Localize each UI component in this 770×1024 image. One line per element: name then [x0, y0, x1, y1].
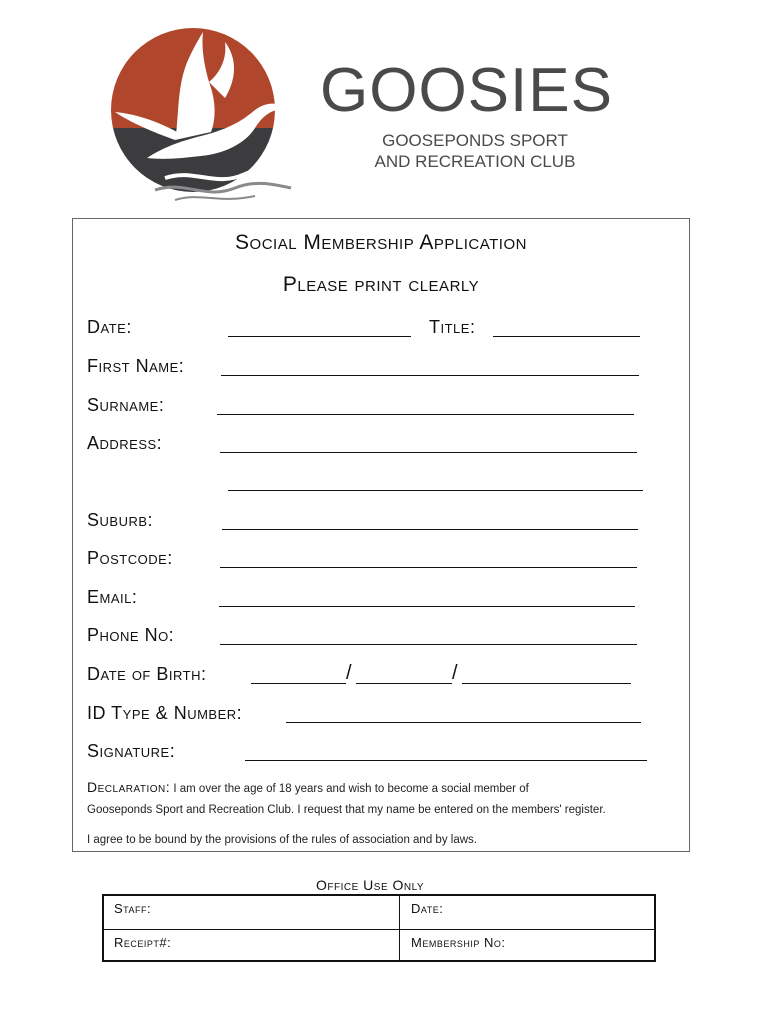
date-line[interactable] — [228, 336, 411, 337]
office-table-divider-horizontal — [104, 929, 654, 930]
address-line-1[interactable] — [220, 452, 637, 453]
declaration-label: Declaration: — [87, 779, 171, 795]
dob-year-line[interactable] — [462, 683, 631, 684]
brand-subtitle — [370, 130, 580, 172]
form-title: Social Membership Application — [235, 231, 527, 254]
dob-label: Date of Birth: — [87, 664, 207, 684]
dob-day-line[interactable] — [251, 683, 346, 684]
office-membership-no-label: Membership No: — [411, 935, 506, 950]
declaration-text-3: I agree to be bound by the provisions of the rules of association and by laws. — [87, 834, 477, 846]
date-label: Date: — [87, 317, 132, 337]
suburb-line[interactable] — [222, 529, 638, 530]
dob-separator-2: / — [452, 662, 458, 684]
office-use-table — [102, 894, 656, 962]
declaration-line-1 — [87, 779, 529, 795]
postcode-label: Postcode: — [87, 548, 173, 568]
address-label: Address: — [87, 433, 163, 453]
signature-line[interactable] — [245, 760, 647, 761]
declaration-text-2: Gooseponds Sport and Recreation Club. I request that my name be entered on the members' register. — [87, 804, 606, 816]
office-receipt-label: Receipt#: — [114, 935, 172, 950]
postcode-line[interactable] — [220, 567, 637, 568]
phone-label: Phone No: — [87, 625, 175, 645]
brand-name: GOOSIES — [320, 56, 613, 125]
title-line[interactable] — [493, 336, 640, 337]
surname-line[interactable] — [217, 414, 634, 415]
office-staff-label: Staff: — [114, 901, 152, 916]
surname-label: Surname: — [87, 395, 165, 415]
signature-label: Signature: — [87, 741, 176, 761]
email-line[interactable] — [219, 606, 635, 607]
phone-line[interactable] — [220, 644, 637, 645]
brand-subtitle-line1: GOOSEPONDS SPORT — [382, 131, 568, 150]
office-date-label: Date: — [411, 901, 444, 916]
goosies-logo — [105, 28, 295, 203]
title-label: Title: — [429, 317, 476, 337]
dob-month-line[interactable] — [356, 683, 452, 684]
suburb-label: Suburb: — [87, 510, 154, 530]
brand-subtitle-line2: AND RECREATION CLUB — [374, 152, 576, 171]
id-type-label: ID Type & Number: — [87, 703, 243, 723]
email-label: Email: — [87, 587, 138, 607]
office-use-title: Office Use Only — [316, 877, 425, 893]
declaration-text-1: I am over the age of 18 years and wish to become a social member of — [173, 783, 529, 795]
address-line-2[interactable] — [228, 490, 643, 491]
form-subtitle: Please print clearly — [282, 273, 480, 296]
office-table-divider-vertical — [399, 896, 400, 960]
id-type-line[interactable] — [286, 722, 641, 723]
dob-separator-1: / — [346, 662, 352, 684]
first-name-label: First Name: — [87, 356, 185, 376]
membership-form — [72, 218, 690, 852]
first-name-line[interactable] — [221, 375, 639, 376]
